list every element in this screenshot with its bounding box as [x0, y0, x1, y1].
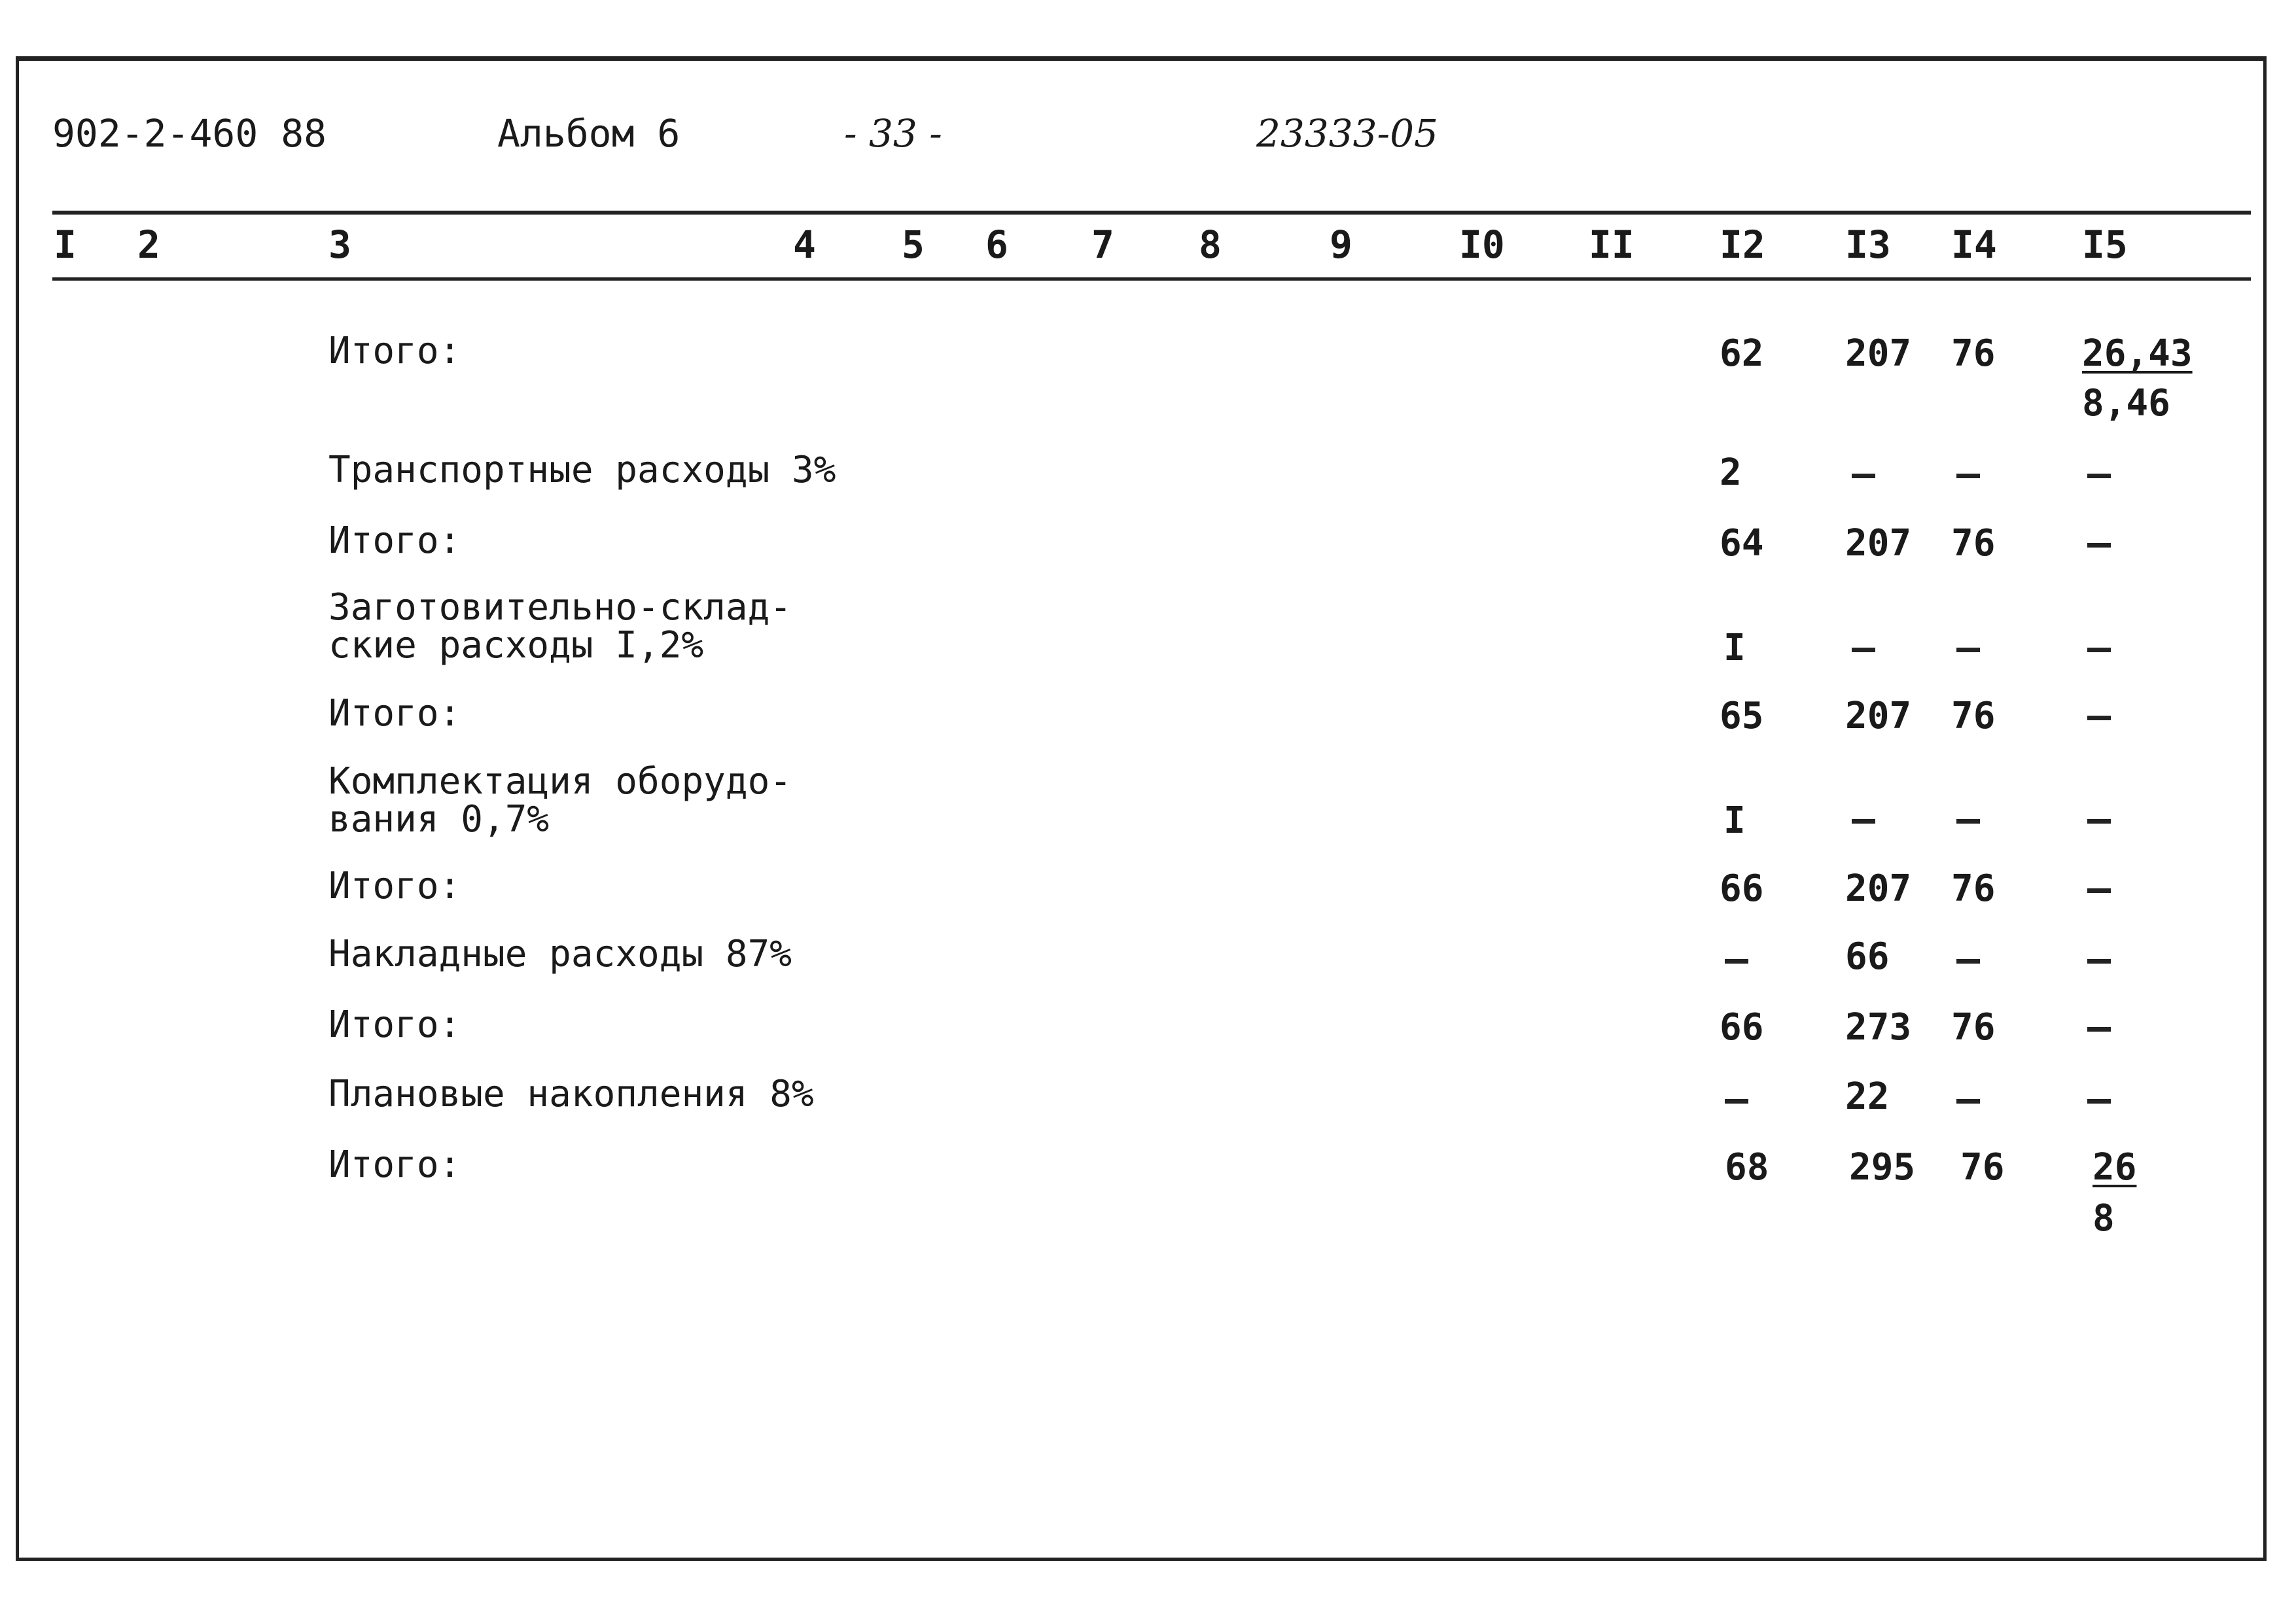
cell-col14: 76 [1951, 522, 1996, 565]
cell-col13: 295 [1849, 1146, 1916, 1189]
cell-col15-dash [2087, 1027, 2111, 1032]
row-label-line2: вания 0,7% [328, 798, 550, 841]
row-label-line2: ские расходы I,2% [328, 624, 704, 667]
cell-col15-dash [2087, 888, 2111, 893]
cell-col15-dash [2087, 1099, 2111, 1104]
cell-col13: 207 [1845, 522, 1912, 565]
cell-col13: 207 [1845, 867, 1912, 910]
header-rule-bottom [52, 277, 2251, 281]
cell-col13: 207 [1845, 332, 1912, 375]
cell-col13-dash [1852, 819, 1875, 824]
row-label: Накладные расходы 87% [328, 933, 792, 975]
row-label: Итого: [328, 519, 461, 562]
col-number-6: 6 [985, 222, 1008, 267]
cell-col15-numerator: 26,43 [2082, 332, 2193, 375]
cell-col13: 273 [1845, 1006, 1912, 1049]
cell-col12: 62 [1720, 332, 1764, 375]
col-number-14: I4 [1951, 222, 1997, 267]
cell-col14-dash [1956, 819, 1980, 824]
cell-col15-dash [2087, 819, 2111, 824]
col-number-13: I3 [1845, 222, 1891, 267]
cell-col12: 64 [1720, 522, 1764, 565]
col-number-1: I [54, 222, 77, 267]
col-number-9: 9 [1330, 222, 1352, 267]
row-label: Итого: [328, 330, 461, 372]
row-label: Итого: [328, 1003, 461, 1046]
cell-col12-dash [1725, 959, 1748, 964]
cell-col15-denominator: 8 [2093, 1197, 2115, 1240]
cell-col14-dash [1956, 474, 1980, 478]
cell-col12: I [1723, 627, 1746, 669]
col-number-11: II [1589, 222, 1634, 267]
cell-col13-dash [1852, 648, 1875, 652]
cell-col14-dash [1956, 648, 1980, 652]
cell-col15-dash [2087, 474, 2111, 478]
header-rule-top [52, 211, 2251, 215]
col-number-15: I5 [2082, 222, 2128, 267]
col-number-4: 4 [793, 222, 816, 267]
sheet-code: 23333-05 [1256, 111, 1438, 156]
col-number-12: I2 [1720, 222, 1765, 267]
cell-col14-dash [1956, 959, 1980, 964]
row-label-line1: Комплектация оборудо- [328, 760, 792, 803]
cell-col14: 76 [1951, 867, 1996, 910]
page-number: - 33 - [844, 111, 942, 156]
col-number-5: 5 [902, 222, 925, 267]
col-number-7: 7 [1091, 222, 1114, 267]
cell-col13: 207 [1845, 695, 1912, 737]
row-label-line1: Заготовительно-склад- [328, 586, 792, 629]
cell-col15-dash [2087, 648, 2111, 652]
row-label: Транспортные расходы 3% [328, 449, 836, 491]
cell-col14: 76 [1951, 1006, 1996, 1049]
col-number-10: I0 [1459, 222, 1505, 267]
cell-col13: 66 [1845, 935, 1890, 978]
cell-col14: 76 [1951, 695, 1996, 737]
cell-col15-dash [2087, 716, 2111, 720]
cell-col15-dash [2087, 959, 2111, 964]
cell-col12: 65 [1720, 695, 1764, 737]
cell-col13: 22 [1845, 1075, 1890, 1118]
row-label: Плановые накопления 8% [328, 1073, 814, 1115]
cell-col15-dash [2087, 543, 2111, 548]
cell-col12: 66 [1720, 867, 1764, 910]
col-number-2: 2 [137, 222, 160, 267]
col-number-3: 3 [328, 222, 351, 267]
row-label [328, 760, 792, 841]
cell-col12: 66 [1720, 1006, 1764, 1049]
album-label: Альбом 6 [497, 111, 680, 156]
col-number-8: 8 [1199, 222, 1222, 267]
cell-col12-dash [1725, 1099, 1748, 1104]
cell-col14: 76 [1951, 332, 1996, 375]
cell-col15-numerator: 26 [2093, 1146, 2137, 1189]
cell-col12: 68 [1725, 1146, 1769, 1189]
row-label: Итого: [328, 1143, 461, 1186]
row-label [328, 586, 792, 667]
cell-col12: 2 [1720, 451, 1742, 494]
cell-col14: 76 [1960, 1146, 2005, 1189]
cell-col13-dash [1852, 474, 1875, 478]
cell-col15-denominator: 8,46 [2082, 382, 2170, 425]
row-label: Итого: [328, 692, 461, 735]
row-label: Итого: [328, 865, 461, 907]
project-code: 902-2-460 88 [52, 111, 327, 156]
cell-col14-dash [1956, 1099, 1980, 1104]
cell-col12: I [1723, 799, 1746, 842]
